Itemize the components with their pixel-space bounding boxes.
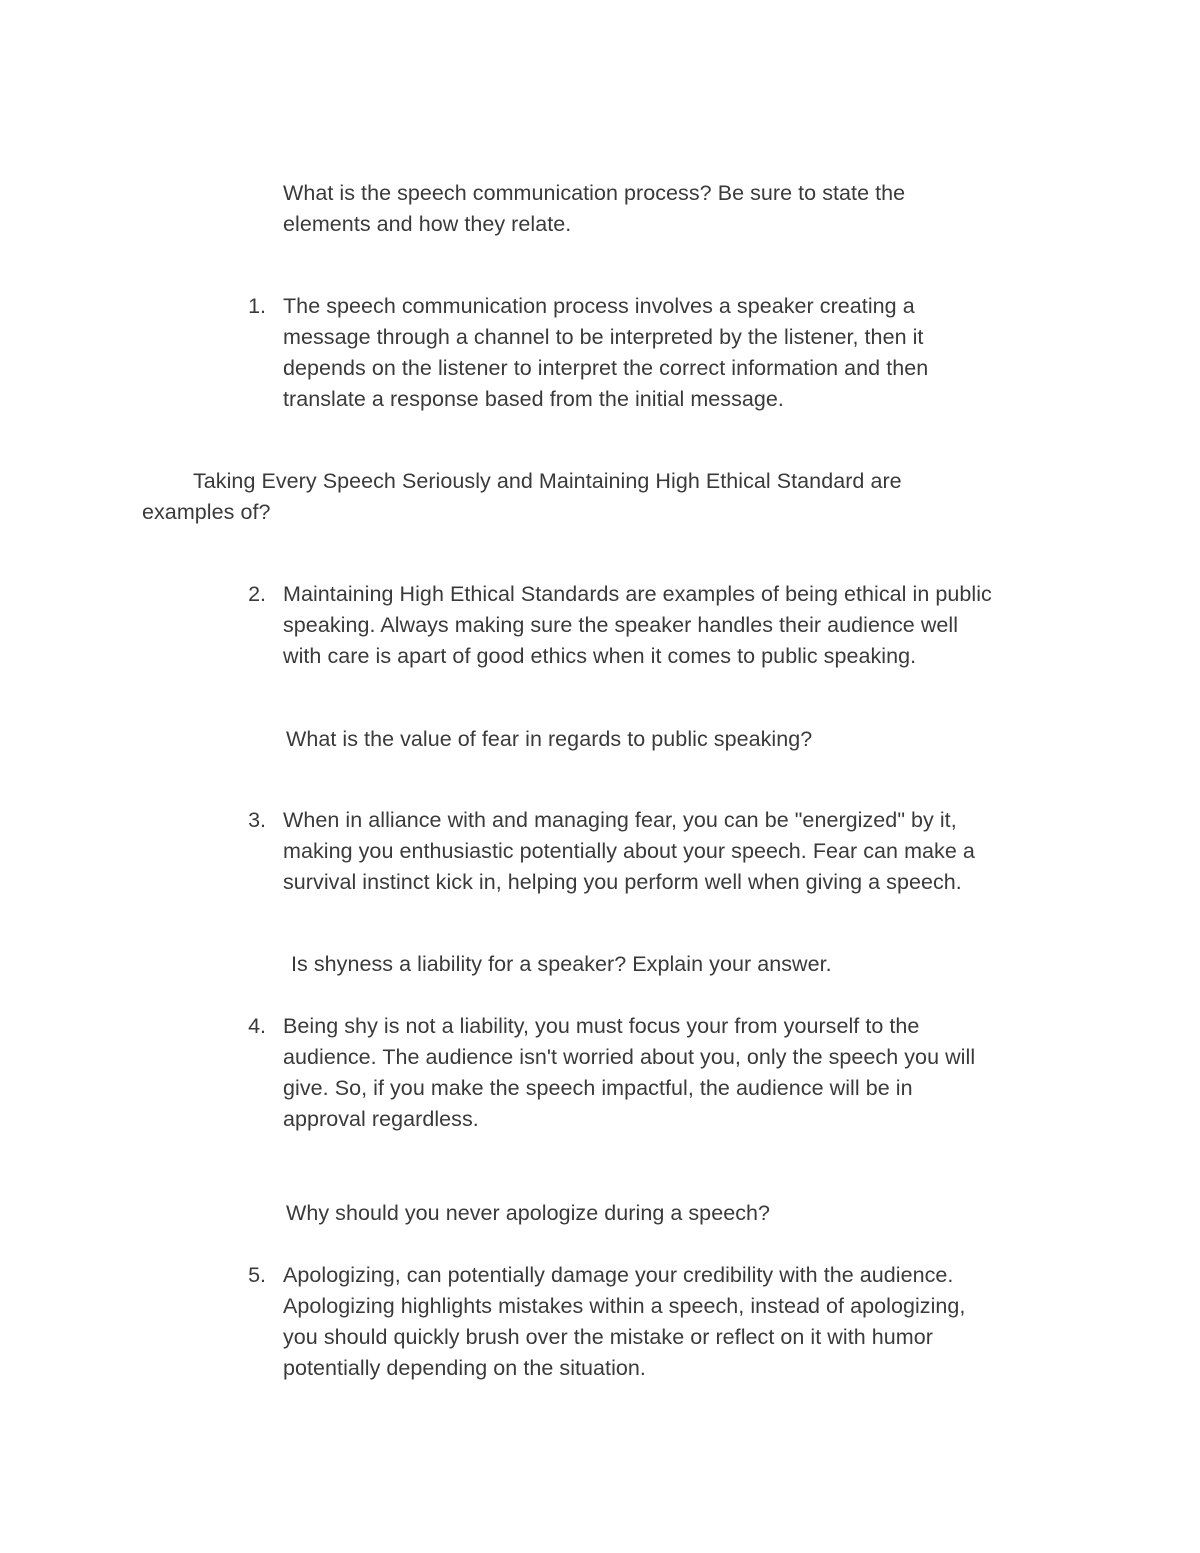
answer-4-line-4: approval regardless.: [283, 1107, 479, 1131]
answer-3-line-1: When in alliance with and managing fear, you can be "energized" by it,: [283, 808, 957, 832]
answer-2-number: 2.: [248, 582, 266, 606]
answer-4-line-3: give. So, if you make the speech impactful, the audience will be in: [283, 1076, 913, 1100]
answer-5-number: 5.: [248, 1263, 266, 1287]
question-1-line-1: What is the speech communication process? Be sure to state the: [283, 181, 906, 205]
answer-2-line-2: speaking. Always making sure the speaker handles their audience well: [283, 613, 959, 637]
question-2-line-2: examples of?: [142, 500, 271, 524]
question-4-line-1: Is shyness a liability for a speaker? Explain your answer.: [291, 952, 832, 976]
answer-1-line-4: translate a response based from the initial message.: [283, 387, 784, 411]
answer-2-line-1: Maintaining High Ethical Standards are examples of being ethical in public: [283, 582, 992, 606]
answer-1-line-1: The speech communication process involves a speaker creating a: [283, 294, 915, 318]
question-3-line-1: What is the value of fear in regards to public speaking?: [286, 727, 813, 751]
answer-1-line-2: message through a channel to be interpreted by the listener, then it: [283, 325, 924, 349]
answer-4-line-2: audience. The audience isn't worried about you, only the speech you will: [283, 1045, 976, 1069]
answer-1-number: 1.: [248, 294, 266, 318]
question-1-line-2: elements and how they relate.: [283, 212, 572, 236]
answer-4-line-1: Being shy is not a liability, you must focus your from yourself to the: [283, 1014, 920, 1038]
answer-3-line-2: making you enthusiastic potentially about your speech. Fear can make a: [283, 839, 975, 863]
answer-5-line-1: Apologizing, can potentially damage your credibility with the audience.: [283, 1263, 954, 1287]
answer-5-line-4: potentially depending on the situation.: [283, 1356, 646, 1380]
answer-4-number: 4.: [248, 1014, 266, 1038]
answer-3-number: 3.: [248, 808, 266, 832]
answer-2-line-3: with care is apart of good ethics when it comes to public speaking.: [283, 644, 917, 668]
answer-1-line-3: depends on the listener to interpret the correct information and then: [283, 356, 929, 380]
question-2-line-1: Taking Every Speech Seriously and Maintaining High Ethical Standard are: [193, 469, 902, 493]
question-5-line-1: Why should you never apologize during a speech?: [286, 1201, 771, 1225]
answer-5-line-2: Apologizing highlights mistakes within a speech, instead of apologizing,: [283, 1294, 966, 1318]
answer-3-line-3: survival instinct kick in, helping you perform well when giving a speech.: [283, 870, 962, 894]
answer-5-line-3: you should quickly brush over the mistake or reflect on it with humor: [283, 1325, 933, 1349]
